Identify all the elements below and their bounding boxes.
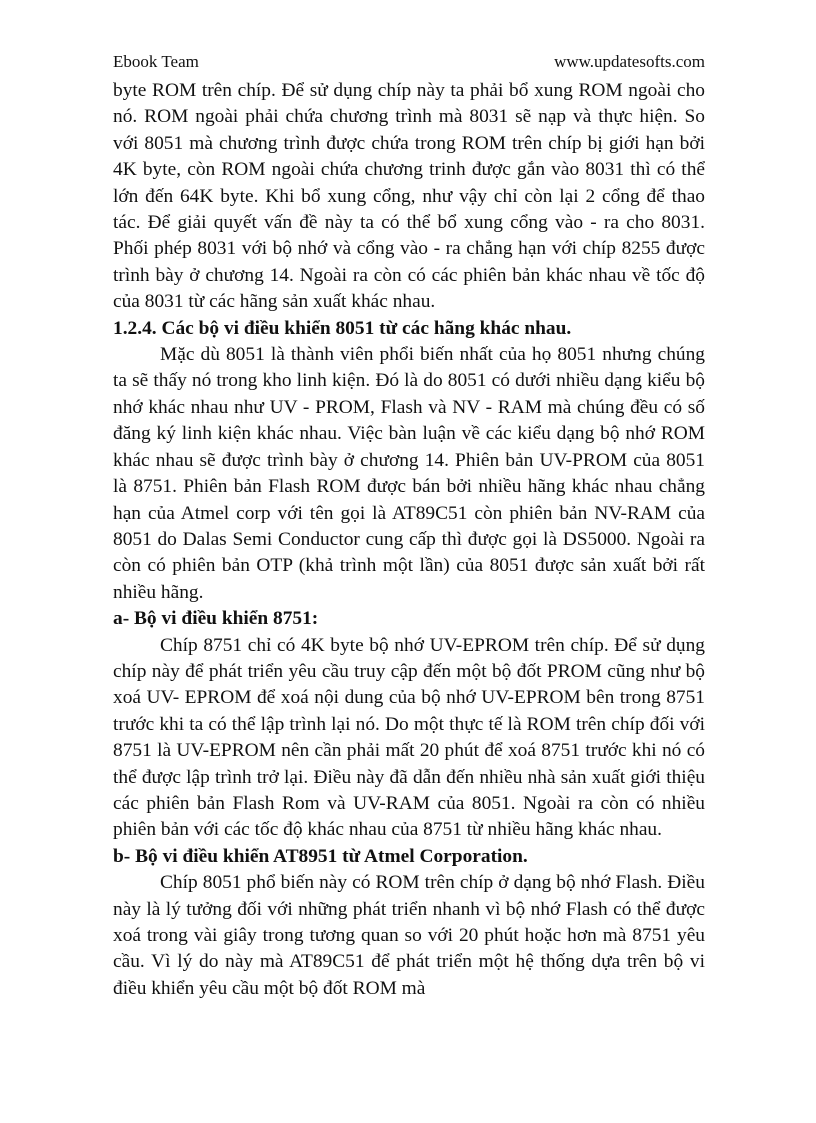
document-body — [113, 78, 705, 1002]
header-website: www.updatesofts.com — [554, 52, 705, 71]
paragraph-8051-variants: Mặc dù 8051 là thành viên phổi biến nhất của họ 8051 nhưng chúng ta sẽ thấy nó trong kho linh kiện. Đó là do 8051 có dưới nhiều dạng kiểu bộ nhớ khác nhau như UV - PROM, Flash và NV - RAM mà chúng đều có số đăng ký linh kiện khác nhau. Việc bàn luận về các kiểu dạng bộ nhớ ROM khác nhau sẽ được trình bày ở chương 14. Phiên bản UV-PROM của 8051 là 8751. Phiên bản Flash ROM được bán bởi nhiều hãng khác nhau chẳng hạn của Atmel corp với tên gọi là AT89C51 còn phiên bản NV-RAM của 8051 do Dalas Semi Conductor cung cấp thì được gọi là DS5000. Ngoài ra còn có phiên bản OTP (khả trình một lần) của 8051 được sản xuất bởi rất nhiều hãng. — [113, 344, 705, 603]
section-heading-1-2-4: 1.2.4. Các bộ vi điều khiển 8051 từ các hãng khác nhau. — [113, 317, 572, 339]
paragraph-rom-8031: byte ROM trên chíp. Để sử dụng chíp này ta phải bổ xung ROM ngoài cho nó. ROM ngoài phải chứa chương trình mà 8031 sẽ nạp và thực hiện. So với 8051 mà chương trình được chứa trong ROM trên chíp bị giới hạn bởi 4K byte, còn ROM ngoài chứa chương trinh được gắn vào 8031 thì có thể lớn đến 64K byte. Khi bổ xung cổng, như vậy chỉ còn lại 2 cổng để thao tác. Để giải quyết vấn đề này ta có thể bổ xung cổng vào - ra cho 8031. Phối phép 8031 với bộ nhớ và cổng vào - ra chẳng hạn với chíp 8255 được trình bày ở chương 14. Ngoài ra còn có các phiên bản khác nhau về tốc độ của 8031 từ các hãng sản xuất khác nhau. — [113, 80, 705, 313]
subsection-heading-8751: a- Bộ vi điều khiển 8751: — [113, 608, 319, 630]
paragraph-8751: Chíp 8751 chỉ có 4K byte bộ nhớ UV-EPROM trên chíp. Để sử dụng chíp này để phát triển yêu cầu truy cập đến một bộ đốt PROM cũng như bộ xoá UV- EPROM để xoá nội dung của bộ nhớ UV-EPROM bên trong 8751 trước khi ta có thể lập trình lại nó. Do một thực tế là ROM trên chíp đối với 8751 là UV-EPROM nên cần phải mất 20 phút để xoá 8751 trước khi nó có thể được lập trình trở lại. Điều này đã dẫn đến nhiều nhà sản xuất giới thiệu các phiên bản Flash Rom và UV-RAM của 8051. Ngoài ra còn có nhiều phiên bản với các tốc độ khác nhau của 8751 từ nhiều hãng khác nhau. — [113, 634, 705, 841]
header-author: Ebook Team — [113, 52, 199, 71]
page-header — [113, 51, 705, 73]
paragraph-at89c51: Chíp 8051 phổ biến này có ROM trên chíp ở dạng bộ nhớ Flash. Điều này là lý tưởng đối với những phát triển nhanh vì bộ nhớ Flash có thể được xoá trong vài giây trong tương quan so với 20 phút hoặc hơn mà 8751 yêu cầu. Vì lý do này mà AT89C51 để phát triển một hệ thống dựa trên bộ vi điều khiển yêu cầu một bộ đốt ROM mà — [113, 872, 705, 999]
subsection-heading-at8951: b- Bộ vi điều khiển AT8951 từ Atmel Corporation. — [113, 845, 528, 867]
